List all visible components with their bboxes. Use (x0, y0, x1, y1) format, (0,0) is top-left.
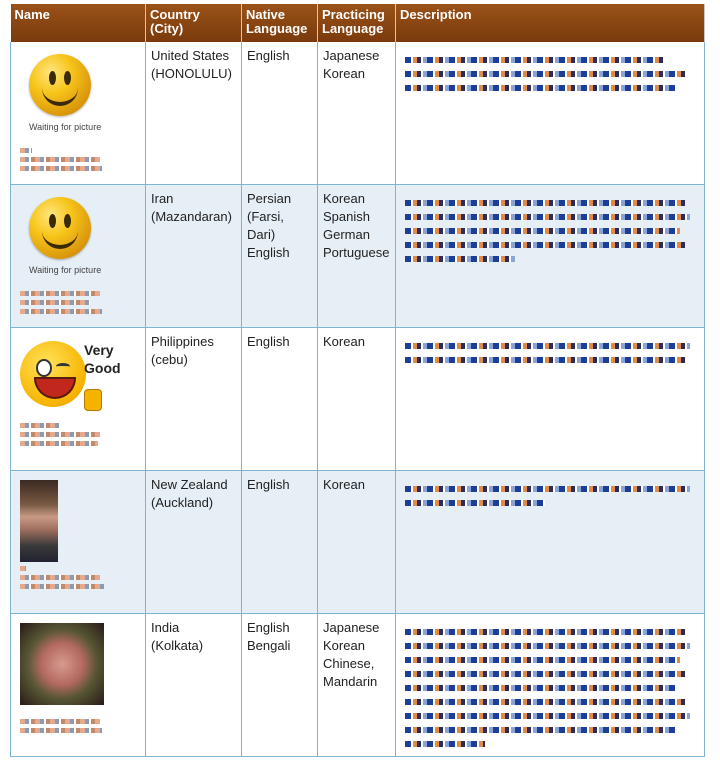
header-row (11, 4, 705, 42)
profile-photo[interactable] (20, 623, 104, 705)
name-cell[interactable] (11, 471, 146, 614)
description-cell (396, 185, 705, 328)
name-cell[interactable] (11, 185, 146, 328)
blurred-description (401, 629, 699, 747)
very-good-caption: Very Good (84, 342, 121, 376)
language-exchange-table (10, 4, 705, 757)
native-language-cell: English Bengali (242, 614, 318, 757)
table-row[interactable] (11, 185, 705, 328)
practicing-language-cell: Japanese Korean (318, 42, 396, 185)
header-description[interactable]: Description (396, 4, 705, 42)
header-country[interactable]: Country (City) (146, 4, 242, 42)
table-row[interactable] (11, 328, 705, 471)
table-row[interactable] (11, 471, 705, 614)
country-cell: New Zealand (Auckland) (146, 471, 242, 614)
blurred-member-name[interactable] (20, 423, 140, 446)
country-cell: Philippines (cebu) (146, 328, 242, 471)
name-cell[interactable] (11, 42, 146, 185)
blurred-member-name[interactable] (20, 566, 140, 589)
blurred-description (401, 200, 699, 262)
country-cell: Iran (Mazandaran) (146, 185, 242, 328)
thumbs-up-icon (84, 389, 102, 411)
very-good-emoji-icon[interactable] (16, 335, 126, 415)
practicing-language-cell: Korean (318, 471, 396, 614)
blurred-description (401, 486, 699, 506)
blurred-description (401, 57, 699, 91)
description-cell (396, 614, 705, 757)
avatar-caption: Waiting for picture (29, 265, 102, 275)
blurred-member-name[interactable] (20, 291, 140, 314)
native-language-cell: English (242, 328, 318, 471)
description-cell (396, 328, 705, 471)
table-row[interactable] (11, 614, 705, 757)
profile-photo[interactable] (20, 480, 58, 562)
practicing-language-cell: Korean (318, 328, 396, 471)
blurred-member-name[interactable] (20, 719, 140, 733)
description-cell (396, 42, 705, 185)
table-row[interactable] (11, 42, 705, 185)
practicing-language-cell: Japanese Korean Chinese, Mandarin (318, 614, 396, 757)
practicing-language-cell: Korean Spanish German Portuguese (318, 185, 396, 328)
blurred-member-name[interactable] (20, 148, 140, 171)
description-cell (396, 471, 705, 614)
native-language-cell: English (242, 471, 318, 614)
blurred-description (401, 343, 699, 363)
header-name[interactable]: Name (11, 4, 146, 42)
native-language-cell: Persian (Farsi, Dari) English (242, 185, 318, 328)
name-cell[interactable] (11, 614, 146, 757)
smiley-avatar-icon[interactable] (29, 54, 91, 116)
country-cell: India (Kolkata) (146, 614, 242, 757)
native-language-cell: English (242, 42, 318, 185)
header-native-language[interactable]: Native Language (242, 4, 318, 42)
country-cell: United States (HONOLULU) (146, 42, 242, 185)
smiley-avatar-icon[interactable] (29, 197, 91, 259)
name-cell[interactable] (11, 328, 146, 471)
avatar-caption: Waiting for picture (29, 122, 102, 132)
header-practicing-language[interactable]: Practicing Language (318, 4, 396, 42)
